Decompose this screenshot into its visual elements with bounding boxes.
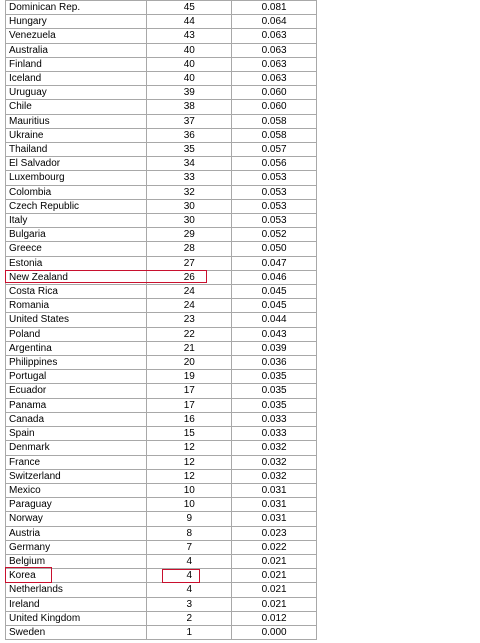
table-row xyxy=(6,228,317,242)
score-value-cell: 0.063 xyxy=(232,43,317,57)
table-row xyxy=(6,625,317,639)
table-row xyxy=(6,299,317,313)
table-row xyxy=(6,185,317,199)
table-row xyxy=(6,398,317,412)
table-row xyxy=(6,114,317,128)
score-value-cell: 0.057 xyxy=(232,143,317,157)
rank-value-cell: 16 xyxy=(147,412,232,426)
country-cell: Argentina xyxy=(6,341,147,355)
score-value-cell: 0.032 xyxy=(232,455,317,469)
rank-value-cell: 4 xyxy=(147,554,232,568)
score-value-cell: 0.063 xyxy=(232,29,317,43)
rank-value-cell: 21 xyxy=(147,341,232,355)
score-value-cell: 0.021 xyxy=(232,554,317,568)
score-value-cell: 0.053 xyxy=(232,185,317,199)
rank-value-cell: 4 xyxy=(147,569,232,583)
country-cell: Costa Rica xyxy=(6,285,147,299)
rank-value-cell: 1 xyxy=(147,625,232,639)
table-row xyxy=(6,569,317,583)
table-row xyxy=(6,512,317,526)
table-row xyxy=(6,285,317,299)
table-row xyxy=(6,214,317,228)
score-value-cell: 0.033 xyxy=(232,412,317,426)
table-row xyxy=(6,15,317,29)
score-value-cell: 0.060 xyxy=(232,100,317,114)
score-value-cell: 0.058 xyxy=(232,114,317,128)
country-cell: Panama xyxy=(6,398,147,412)
country-cell: El Salvador xyxy=(6,157,147,171)
score-value-cell: 0.035 xyxy=(232,384,317,398)
country-cell: Paraguay xyxy=(6,498,147,512)
rank-value-cell: 23 xyxy=(147,313,232,327)
rank-value-cell: 37 xyxy=(147,114,232,128)
country-cell: Poland xyxy=(6,327,147,341)
country-cell: France xyxy=(6,455,147,469)
table-row xyxy=(6,128,317,142)
rank-value-cell: 7 xyxy=(147,540,232,554)
country-cell: Portugal xyxy=(6,370,147,384)
score-value-cell: 0.022 xyxy=(232,540,317,554)
rank-value-cell: 17 xyxy=(147,384,232,398)
country-cell: Chile xyxy=(6,100,147,114)
rank-value-cell: 8 xyxy=(147,526,232,540)
score-value-cell: 0.031 xyxy=(232,483,317,497)
score-value-cell: 0.032 xyxy=(232,441,317,455)
table-row xyxy=(6,43,317,57)
score-value-cell: 0.081 xyxy=(232,1,317,15)
table-row xyxy=(6,483,317,497)
rank-value-cell: 30 xyxy=(147,214,232,228)
country-cell: United States xyxy=(6,313,147,327)
country-cell: Austria xyxy=(6,526,147,540)
score-value-cell: 0.012 xyxy=(232,611,317,625)
score-value-cell: 0.035 xyxy=(232,370,317,384)
country-cell: Mexico xyxy=(6,483,147,497)
rank-value-cell: 24 xyxy=(147,285,232,299)
table-row xyxy=(6,143,317,157)
score-value-cell: 0.045 xyxy=(232,299,317,313)
country-cell: Colombia xyxy=(6,185,147,199)
rank-value-cell: 40 xyxy=(147,72,232,86)
rank-value-cell: 45 xyxy=(147,1,232,15)
country-cell: Estonia xyxy=(6,256,147,270)
rank-value-cell: 26 xyxy=(147,270,232,284)
table-row xyxy=(6,427,317,441)
table-row xyxy=(6,256,317,270)
country-cell: Venezuela xyxy=(6,29,147,43)
table-row xyxy=(6,526,317,540)
country-cell: New Zealand xyxy=(6,270,147,284)
country-cell: Australia xyxy=(6,43,147,57)
score-value-cell: 0.060 xyxy=(232,86,317,100)
score-value-cell: 0.052 xyxy=(232,228,317,242)
table-row xyxy=(6,72,317,86)
country-cell: Philippines xyxy=(6,356,147,370)
score-value-cell: 0.023 xyxy=(232,526,317,540)
rank-value-cell: 39 xyxy=(147,86,232,100)
rank-value-cell: 29 xyxy=(147,228,232,242)
country-cell: Ireland xyxy=(6,597,147,611)
rank-value-cell: 17 xyxy=(147,398,232,412)
country-cell: Czech Republic xyxy=(6,199,147,213)
rank-value-cell: 19 xyxy=(147,370,232,384)
country-cell: Thailand xyxy=(6,143,147,157)
country-cell: Finland xyxy=(6,57,147,71)
rank-value-cell: 34 xyxy=(147,157,232,171)
rank-value-cell: 12 xyxy=(147,455,232,469)
score-value-cell: 0.047 xyxy=(232,256,317,270)
score-value-cell: 0.045 xyxy=(232,285,317,299)
rank-value-cell: 40 xyxy=(147,57,232,71)
score-value-cell: 0.032 xyxy=(232,469,317,483)
score-value-cell: 0.000 xyxy=(232,625,317,639)
table-row xyxy=(6,157,317,171)
table-row xyxy=(6,498,317,512)
country-cell: Ukraine xyxy=(6,128,147,142)
table-row xyxy=(6,455,317,469)
country-cell: Bulgaria xyxy=(6,228,147,242)
table-row xyxy=(6,341,317,355)
score-value-cell: 0.046 xyxy=(232,270,317,284)
rank-value-cell: 2 xyxy=(147,611,232,625)
country-cell: Luxembourg xyxy=(6,171,147,185)
table-row xyxy=(6,540,317,554)
score-value-cell: 0.036 xyxy=(232,356,317,370)
country-cell: Spain xyxy=(6,427,147,441)
rank-value-cell: 3 xyxy=(147,597,232,611)
country-cell: Switzerland xyxy=(6,469,147,483)
rank-value-cell: 12 xyxy=(147,441,232,455)
table-row xyxy=(6,270,317,284)
country-cell: Ecuador xyxy=(6,384,147,398)
score-value-cell: 0.031 xyxy=(232,512,317,526)
score-value-cell: 0.053 xyxy=(232,199,317,213)
country-cell: Uruguay xyxy=(6,86,147,100)
score-value-cell: 0.033 xyxy=(232,427,317,441)
rank-value-cell: 10 xyxy=(147,483,232,497)
rank-value-cell: 32 xyxy=(147,185,232,199)
score-value-cell: 0.053 xyxy=(232,214,317,228)
table-row xyxy=(6,370,317,384)
country-cell: Dominican Rep. xyxy=(6,1,147,15)
score-value-cell: 0.050 xyxy=(232,242,317,256)
score-value-cell: 0.056 xyxy=(232,157,317,171)
rank-value-cell: 28 xyxy=(147,242,232,256)
score-value-cell: 0.031 xyxy=(232,498,317,512)
rank-value-cell: 15 xyxy=(147,427,232,441)
table-row xyxy=(6,57,317,71)
rank-value-cell: 27 xyxy=(147,256,232,270)
rank-value-cell: 30 xyxy=(147,199,232,213)
table-row xyxy=(6,86,317,100)
country-cell: Iceland xyxy=(6,72,147,86)
country-cell: Hungary xyxy=(6,15,147,29)
score-value-cell: 0.035 xyxy=(232,398,317,412)
score-value-cell: 0.021 xyxy=(232,583,317,597)
table-row xyxy=(6,29,317,43)
country-cell: Korea xyxy=(6,569,147,583)
country-cell: Norway xyxy=(6,512,147,526)
table-row xyxy=(6,171,317,185)
table-row xyxy=(6,597,317,611)
table-row xyxy=(6,1,317,15)
rank-value-cell: 20 xyxy=(147,356,232,370)
country-ranking-table xyxy=(5,0,317,640)
table-row xyxy=(6,384,317,398)
rank-value-cell: 10 xyxy=(147,498,232,512)
table-body xyxy=(6,1,317,640)
table-row xyxy=(6,469,317,483)
country-cell: Greece xyxy=(6,242,147,256)
rank-value-cell: 40 xyxy=(147,43,232,57)
table-row xyxy=(6,356,317,370)
score-value-cell: 0.053 xyxy=(232,171,317,185)
rank-value-cell: 43 xyxy=(147,29,232,43)
rank-value-cell: 44 xyxy=(147,15,232,29)
table-row xyxy=(6,327,317,341)
rank-value-cell: 4 xyxy=(147,583,232,597)
table-row xyxy=(6,441,317,455)
country-cell: Mauritius xyxy=(6,114,147,128)
rank-value-cell: 33 xyxy=(147,171,232,185)
country-cell: Canada xyxy=(6,412,147,426)
country-cell: Romania xyxy=(6,299,147,313)
country-cell: Germany xyxy=(6,540,147,554)
country-cell: Netherlands xyxy=(6,583,147,597)
country-cell: Denmark xyxy=(6,441,147,455)
country-cell: Italy xyxy=(6,214,147,228)
rank-value-cell: 38 xyxy=(147,100,232,114)
rank-value-cell: 9 xyxy=(147,512,232,526)
country-cell: Belgium xyxy=(6,554,147,568)
score-value-cell: 0.064 xyxy=(232,15,317,29)
score-value-cell: 0.021 xyxy=(232,597,317,611)
score-value-cell: 0.021 xyxy=(232,569,317,583)
rank-value-cell: 24 xyxy=(147,299,232,313)
table-row xyxy=(6,242,317,256)
table-row xyxy=(6,611,317,625)
score-value-cell: 0.043 xyxy=(232,327,317,341)
table-row xyxy=(6,412,317,426)
table-row xyxy=(6,583,317,597)
score-value-cell: 0.058 xyxy=(232,128,317,142)
score-value-cell: 0.044 xyxy=(232,313,317,327)
country-cell: United Kingdom xyxy=(6,611,147,625)
rank-value-cell: 22 xyxy=(147,327,232,341)
table-row xyxy=(6,313,317,327)
table-row xyxy=(6,554,317,568)
score-value-cell: 0.063 xyxy=(232,57,317,71)
rank-value-cell: 36 xyxy=(147,128,232,142)
rank-value-cell: 12 xyxy=(147,469,232,483)
score-value-cell: 0.039 xyxy=(232,341,317,355)
table-row xyxy=(6,199,317,213)
score-value-cell: 0.063 xyxy=(232,72,317,86)
table-row xyxy=(6,100,317,114)
rank-value-cell: 35 xyxy=(147,143,232,157)
country-cell: Sweden xyxy=(6,625,147,639)
